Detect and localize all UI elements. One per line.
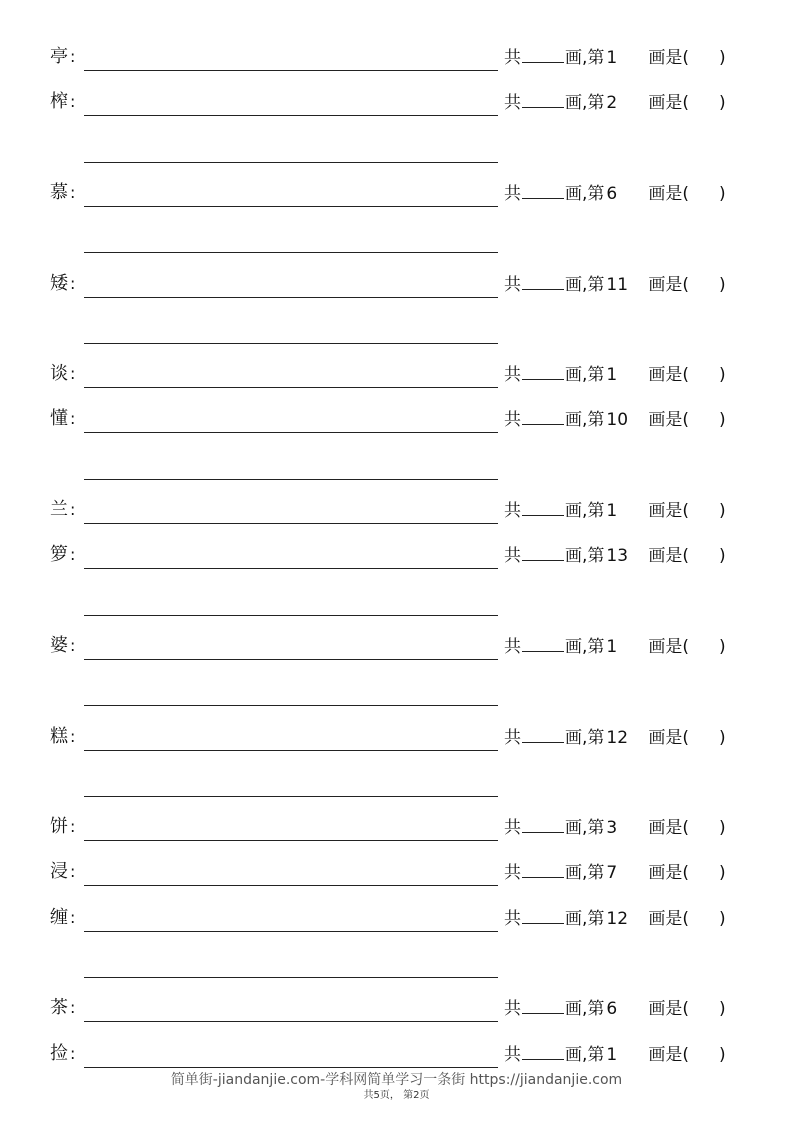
answer-line[interactable]	[84, 840, 498, 841]
answer-paren-close[interactable]: )	[719, 1044, 726, 1065]
extra-answer-line[interactable]	[84, 162, 498, 163]
stroke-count-blank[interactable]	[522, 863, 564, 878]
answer-line[interactable]	[84, 206, 498, 207]
answer-paren-close[interactable]: )	[719, 546, 726, 567]
answer-paren-close[interactable]: )	[719, 908, 726, 929]
answer-line[interactable]	[84, 568, 498, 569]
stroke-question	[504, 501, 726, 521]
stroke-question-row	[0, 856, 793, 886]
nth-label: 第	[587, 365, 605, 386]
stroke-number: 1	[606, 636, 618, 657]
stroke-count-blank[interactable]	[522, 48, 564, 63]
colon: :	[70, 273, 76, 293]
nth-label: 第	[587, 546, 605, 567]
stroke-count-blank[interactable]	[522, 275, 564, 290]
stroke-count-blank[interactable]	[522, 818, 564, 833]
nth-label: 第	[587, 999, 605, 1020]
stroke-number: 12	[606, 727, 629, 748]
character-label: 捡	[50, 1042, 68, 1064]
stroke-question	[504, 275, 726, 295]
stroke-is-label: 画是(	[648, 93, 690, 114]
colon: :	[70, 500, 76, 519]
stroke-is-label: 画是(	[648, 48, 690, 68]
character-label: 亭	[50, 46, 68, 67]
stroke-is-label: 画是(	[648, 908, 690, 929]
stroke-question-row	[0, 358, 793, 388]
character-label: 矮	[50, 272, 68, 294]
strokes-unit-label: 画,	[565, 274, 588, 295]
character-label: 缠	[50, 906, 68, 928]
answer-line[interactable]	[84, 115, 498, 116]
stroke-question-row	[0, 539, 793, 569]
character-label: 箩	[50, 544, 68, 566]
nth-label: 第	[587, 274, 605, 295]
total-label: 共	[504, 93, 521, 114]
stroke-is-label: 画是(	[648, 818, 690, 839]
answer-paren-close[interactable]: )	[719, 501, 726, 521]
total-label: 共	[504, 274, 521, 295]
character-label: 慕	[50, 181, 68, 203]
strokes-unit-label: 画,	[565, 410, 588, 431]
stroke-is-label: 画是(	[648, 274, 690, 295]
colon: :	[70, 726, 76, 746]
stroke-question	[504, 546, 726, 566]
stroke-question-row	[0, 494, 793, 524]
answer-line[interactable]	[84, 432, 498, 433]
nth-label: 第	[587, 727, 605, 748]
stroke-question-row	[0, 902, 793, 932]
stroke-is-label: 画是(	[648, 183, 690, 204]
character-label: 榨	[50, 91, 68, 113]
stroke-question	[504, 637, 726, 657]
stroke-is-label: 画是(	[648, 410, 690, 431]
stroke-is-label: 画是(	[648, 1044, 690, 1065]
colon: :	[70, 817, 76, 837]
stroke-number: 1	[606, 365, 618, 386]
extra-answer-line[interactable]	[84, 796, 498, 797]
character-label: 懂	[50, 408, 68, 430]
stroke-count-blank[interactable]	[522, 999, 564, 1014]
stroke-number: 13	[606, 546, 629, 567]
strokes-unit-label: 画,	[565, 636, 588, 657]
strokes-unit-label: 画,	[565, 908, 588, 929]
stroke-number: 6	[606, 999, 618, 1020]
total-label: 共	[504, 908, 521, 929]
strokes-unit-label: 画,	[565, 501, 588, 521]
stroke-question	[504, 365, 726, 385]
stroke-number: 3	[606, 818, 618, 839]
colon: :	[70, 47, 76, 66]
strokes-unit-label: 画,	[565, 365, 588, 386]
stroke-number: 6	[606, 183, 618, 204]
stroke-number: 12	[606, 908, 629, 929]
answer-line[interactable]	[84, 297, 498, 298]
stroke-question	[504, 410, 726, 430]
total-label: 共	[504, 636, 521, 657]
stroke-count-blank[interactable]	[522, 93, 564, 108]
stroke-is-label: 画是(	[648, 546, 690, 567]
extra-answer-line[interactable]	[84, 615, 498, 616]
total-label: 共	[504, 727, 521, 748]
strokes-unit-label: 画,	[565, 863, 588, 884]
nth-label: 第	[587, 410, 605, 431]
stroke-number: 2	[606, 93, 618, 114]
stroke-question	[504, 818, 726, 838]
character-label: 浸	[50, 861, 68, 883]
stroke-is-label: 画是(	[648, 501, 690, 521]
answer-line[interactable]	[84, 523, 498, 524]
answer-line[interactable]	[84, 885, 498, 886]
stroke-question	[504, 728, 726, 748]
colon: :	[70, 182, 76, 202]
answer-line[interactable]	[84, 387, 498, 388]
answer-paren-close[interactable]: )	[719, 863, 726, 884]
stroke-is-label: 画是(	[648, 727, 690, 748]
colon: :	[70, 998, 76, 1018]
stroke-question-row	[0, 403, 793, 433]
answer-paren-close[interactable]: )	[719, 818, 726, 839]
stroke-number: 7	[606, 863, 618, 884]
extra-answer-line[interactable]	[84, 977, 498, 978]
character-label: 谈	[50, 363, 68, 385]
stroke-question	[504, 863, 726, 883]
stroke-question	[504, 1045, 726, 1065]
total-label: 共	[504, 183, 521, 204]
stroke-number: 1	[606, 1044, 618, 1065]
total-label: 共	[504, 48, 521, 68]
stroke-question-row	[0, 811, 793, 841]
colon: :	[70, 907, 76, 927]
character-label: 饼	[50, 816, 68, 838]
total-label: 共	[504, 999, 521, 1020]
nth-label: 第	[587, 1044, 605, 1065]
nth-label: 第	[587, 501, 605, 521]
answer-paren-close[interactable]: )	[719, 274, 726, 295]
total-label: 共	[504, 1044, 521, 1065]
stroke-question	[504, 93, 726, 113]
extra-answer-line[interactable]	[84, 479, 498, 480]
answer-line[interactable]	[84, 659, 498, 660]
stroke-number: 1	[606, 501, 618, 521]
strokes-unit-label: 画,	[565, 818, 588, 839]
extra-answer-line[interactable]	[84, 252, 498, 253]
nth-label: 第	[587, 636, 605, 657]
answer-paren-close[interactable]: )	[719, 636, 726, 657]
answer-paren-close[interactable]: )	[719, 365, 726, 386]
stroke-count-blank[interactable]	[522, 501, 564, 516]
stroke-question	[504, 48, 726, 68]
stroke-number: 10	[606, 410, 629, 431]
strokes-unit-label: 画,	[565, 546, 588, 567]
stroke-question	[504, 909, 726, 929]
footer-site-text: 简单街-jiandanjie.com-学科网简单学习一条街 https://jiandanjie.com	[170, 1072, 623, 1088]
stroke-question-row	[0, 992, 793, 1022]
stroke-is-label: 画是(	[648, 636, 690, 657]
total-label: 共	[504, 818, 521, 839]
nth-label: 第	[587, 908, 605, 929]
stroke-count-blank[interactable]	[522, 184, 564, 199]
stroke-count-blank[interactable]	[522, 637, 564, 652]
colon: :	[70, 862, 76, 882]
stroke-count-blank[interactable]	[522, 365, 564, 380]
stroke-question-row	[0, 268, 793, 298]
strokes-unit-label: 画,	[565, 183, 588, 204]
stroke-question-row	[0, 86, 793, 116]
extra-answer-line[interactable]	[84, 705, 498, 706]
stroke-question	[504, 184, 726, 204]
strokes-unit-label: 画,	[565, 93, 588, 114]
stroke-question	[504, 999, 726, 1019]
character-label: 糕	[50, 725, 68, 747]
character-label: 茶	[50, 997, 68, 1019]
strokes-unit-label: 画,	[565, 727, 588, 748]
character-label: 婆	[50, 634, 68, 656]
strokes-unit-label: 画,	[565, 999, 588, 1020]
stroke-question-row	[0, 177, 793, 207]
colon: :	[70, 545, 76, 565]
extra-answer-line[interactable]	[84, 343, 498, 344]
stroke-is-label: 画是(	[648, 365, 690, 386]
strokes-unit-label: 画,	[565, 1044, 588, 1065]
stroke-is-label: 画是(	[648, 999, 690, 1020]
answer-paren-close[interactable]: )	[719, 410, 726, 431]
stroke-question-row	[0, 721, 793, 751]
total-label: 共	[504, 501, 521, 521]
stroke-is-label: 画是(	[648, 863, 690, 884]
stroke-count-blank[interactable]	[522, 410, 564, 425]
stroke-count-blank[interactable]	[522, 909, 564, 924]
stroke-question-row	[0, 1038, 793, 1068]
stroke-count-blank[interactable]	[522, 546, 564, 561]
total-label: 共	[504, 546, 521, 567]
colon: :	[70, 92, 76, 112]
colon: :	[70, 1043, 76, 1063]
nth-label: 第	[587, 183, 605, 204]
answer-paren-close[interactable]: )	[719, 48, 726, 68]
colon: :	[70, 409, 76, 429]
stroke-number: 1	[606, 48, 618, 68]
total-label: 共	[504, 863, 521, 884]
footer-page-number: 共5页， 第2页	[363, 1090, 430, 1101]
character-label: 兰	[50, 499, 68, 520]
colon: :	[70, 635, 76, 655]
answer-paren-close[interactable]: )	[719, 999, 726, 1020]
nth-label: 第	[587, 863, 605, 884]
stroke-number: 11	[606, 274, 629, 295]
nth-label: 第	[587, 93, 605, 114]
stroke-question-row	[0, 41, 793, 71]
strokes-unit-label: 画,	[565, 48, 588, 68]
nth-label: 第	[587, 818, 605, 839]
answer-line[interactable]	[84, 1021, 498, 1022]
colon: :	[70, 364, 76, 384]
answer-line[interactable]	[84, 70, 498, 71]
stroke-count-blank[interactable]	[522, 728, 564, 743]
total-label: 共	[504, 365, 521, 386]
answer-paren-close[interactable]: )	[719, 183, 726, 204]
nth-label: 第	[587, 48, 605, 68]
answer-line[interactable]	[84, 1067, 498, 1068]
answer-line[interactable]	[84, 750, 498, 751]
total-label: 共	[504, 410, 521, 431]
answer-paren-close[interactable]: )	[719, 93, 726, 114]
stroke-count-blank[interactable]	[522, 1045, 564, 1060]
stroke-question-row	[0, 630, 793, 660]
answer-line[interactable]	[84, 931, 498, 932]
answer-paren-close[interactable]: )	[719, 727, 726, 748]
